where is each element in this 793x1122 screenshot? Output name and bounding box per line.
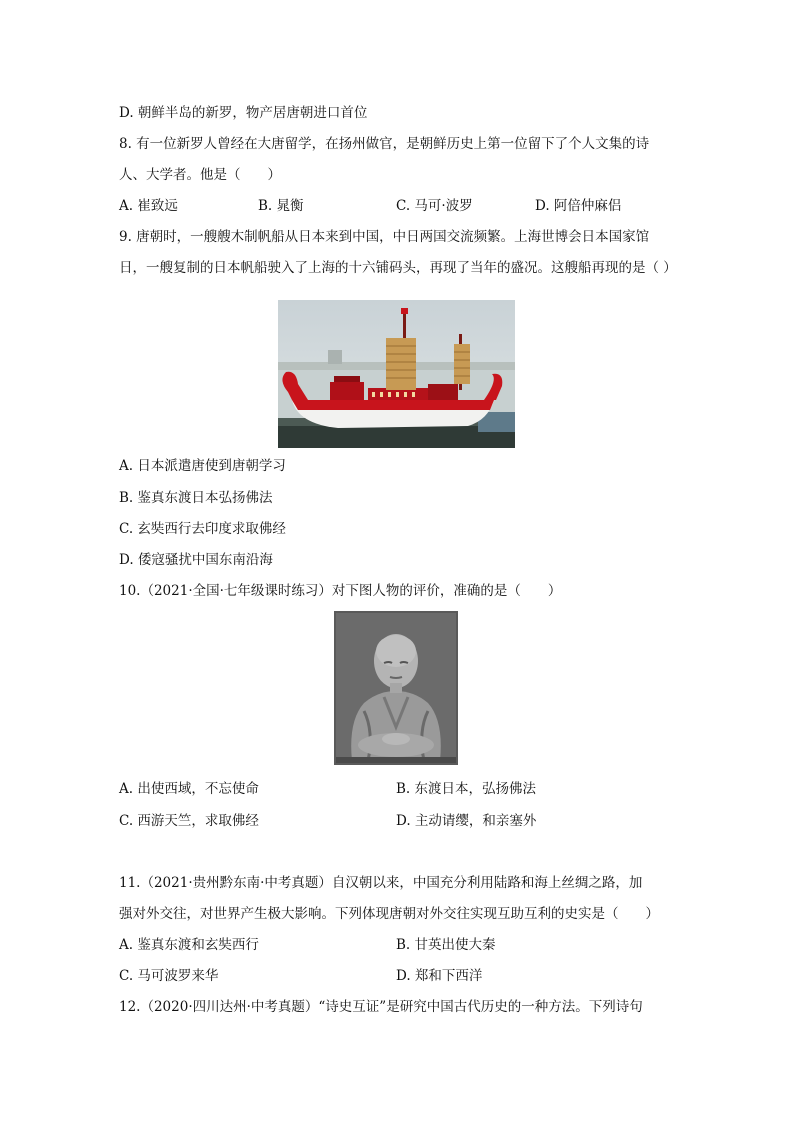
q11-stem-line1: 11.（2021·贵州黔东南·中考真题）自汉朝以来，中国充分利用陆路和海上丝绸之路，加 (119, 875, 643, 891)
q7-option-d: D. 朝鲜半岛的新罗，物产居唐朝进口首位 (119, 105, 368, 121)
q8-option-a: A. 崔致远 (119, 198, 178, 214)
q11-stem-line2: 强对外交往，对世界产生极大影响。下列体现唐朝对外交往实现互助互利的史实是（ ） (119, 906, 659, 922)
q8-option-d: D. 阿倍仲麻侣 (535, 198, 622, 214)
q8-stem-line1: 8. 有一位新罗人曾经在大唐留学，在扬州做官，是朝鲜历史上第一位留下了个人文集的诗 (119, 136, 650, 152)
monk-statue-photo (334, 611, 458, 765)
q8-option-c: C. 马可·波罗 (396, 198, 473, 214)
q11-option-c: C. 马可波罗来华 (119, 968, 219, 984)
q11-option-b: B. 甘英出使大秦 (396, 937, 496, 953)
q10-option-d: D. 主动请缨，和亲塞外 (396, 813, 537, 829)
q10-option-a: A. 出使西域，不忘使命 (119, 781, 259, 797)
replica-ship-image (278, 300, 515, 448)
statue-image (334, 611, 458, 765)
q8-stem-line2: 人、大学者。他是（ ） (119, 167, 281, 183)
q9-stem-line1: 9. 唐朝时，一艘艘木制帆船从日本来到中国，中日两国交流频繁。上海世博会日本国家馆 (119, 229, 650, 245)
q9-option-c: C. 玄奘西行去印度求取佛经 (119, 521, 286, 537)
q8-option-b: B. 晁衡 (258, 198, 304, 214)
q11-option-a: A. 鉴真东渡和玄奘西行 (119, 937, 259, 953)
q9-option-a: A. 日本派遣唐使到唐朝学习 (119, 458, 286, 474)
q12-stem-line1: 12.（2020·四川达州·中考真题）“诗史互证”是研究中国古代历史的一种方法。下列诗句 (119, 999, 643, 1015)
q10-stem: 10.（2021·全国·七年级课时练习）对下图人物的评价，准确的是（ ） (119, 583, 562, 599)
q10-option-b: B. 东渡日本，弘扬佛法 (396, 781, 537, 797)
q11-option-d: D. 郑和下西洋 (396, 968, 483, 984)
ship-photo (278, 300, 515, 448)
q10-option-c: C. 西游天竺，求取佛经 (119, 813, 259, 829)
q9-option-d: D. 倭寇骚扰中国东南沿海 (119, 552, 273, 568)
q9-option-b: B. 鉴真东渡日本弘扬佛法 (119, 490, 273, 506)
q9-stem-line2: 日，一艘复制的日本帆船驶入了上海的十六铺码头，再现了当年的盛况。这艘船再现的是（ ） (119, 260, 677, 276)
